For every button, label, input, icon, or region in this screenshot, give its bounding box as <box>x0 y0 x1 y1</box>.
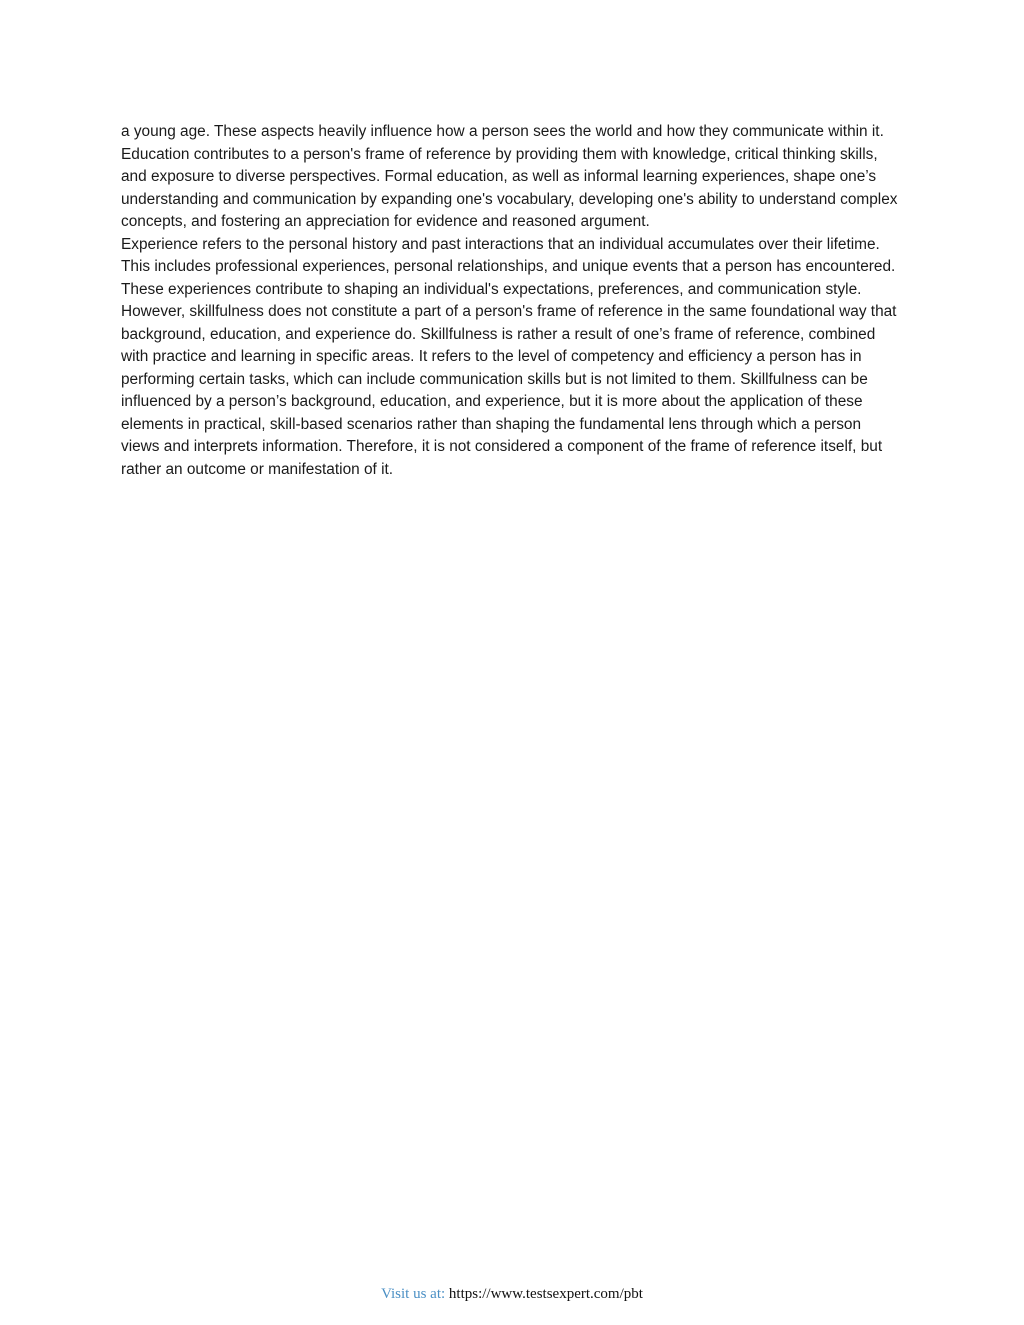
page-footer <box>0 1284 1024 1304</box>
footer-link[interactable]: https://www.testsexpert.com/pbt <box>448 1286 643 1302</box>
document-body <box>121 121 903 481</box>
footer-label: Visit us at: <box>381 1286 446 1302</box>
paragraph-background-continuation: a young age. These aspects heavily influence how a person sees the world and how they communicate within it. <box>121 123 884 140</box>
paragraph-experience: Experience refers to the personal history and past interactions that an individual accumulates over their lifetime. This includes professional experiences, personal relationships, and unique events that a person has encountered. These experiences contribute to shaping an individual's expectations, preferences, and communication style. <box>121 235 896 298</box>
paragraph-education: Education contributes to a person's frame of reference by providing them with knowledge, critical thinking skills, and exposure to diverse perspectives. Formal education, as well as informal learning experiences, shape one’s understanding and communication by expanding one's vocabulary, developing one's ability to understand complex concepts, and fostering an appreciation for evidence and reasoned argument. <box>121 145 898 230</box>
paragraph-skillfulness: However, skillfulness does not constitute a part of a person's frame of reference in the same foundational way that background, education, and experience do. Skillfulness is rather a result of one’s frame of reference, combined with practice and learning in specific areas. It refers to the level of competency and efficiency a person has in performing certain tasks, which can include communication skills but is not limited to them. Skillfulness can be influenced by a person’s background, education, and experience, but it is more about the application of these elements in practical, skill-based scenarios rather than shaping the fundamental lens through which a person views and interprets information. Therefore, it is not considered a component of the frame of reference itself, but rather an outcome or manifestation of it. <box>121 303 897 478</box>
